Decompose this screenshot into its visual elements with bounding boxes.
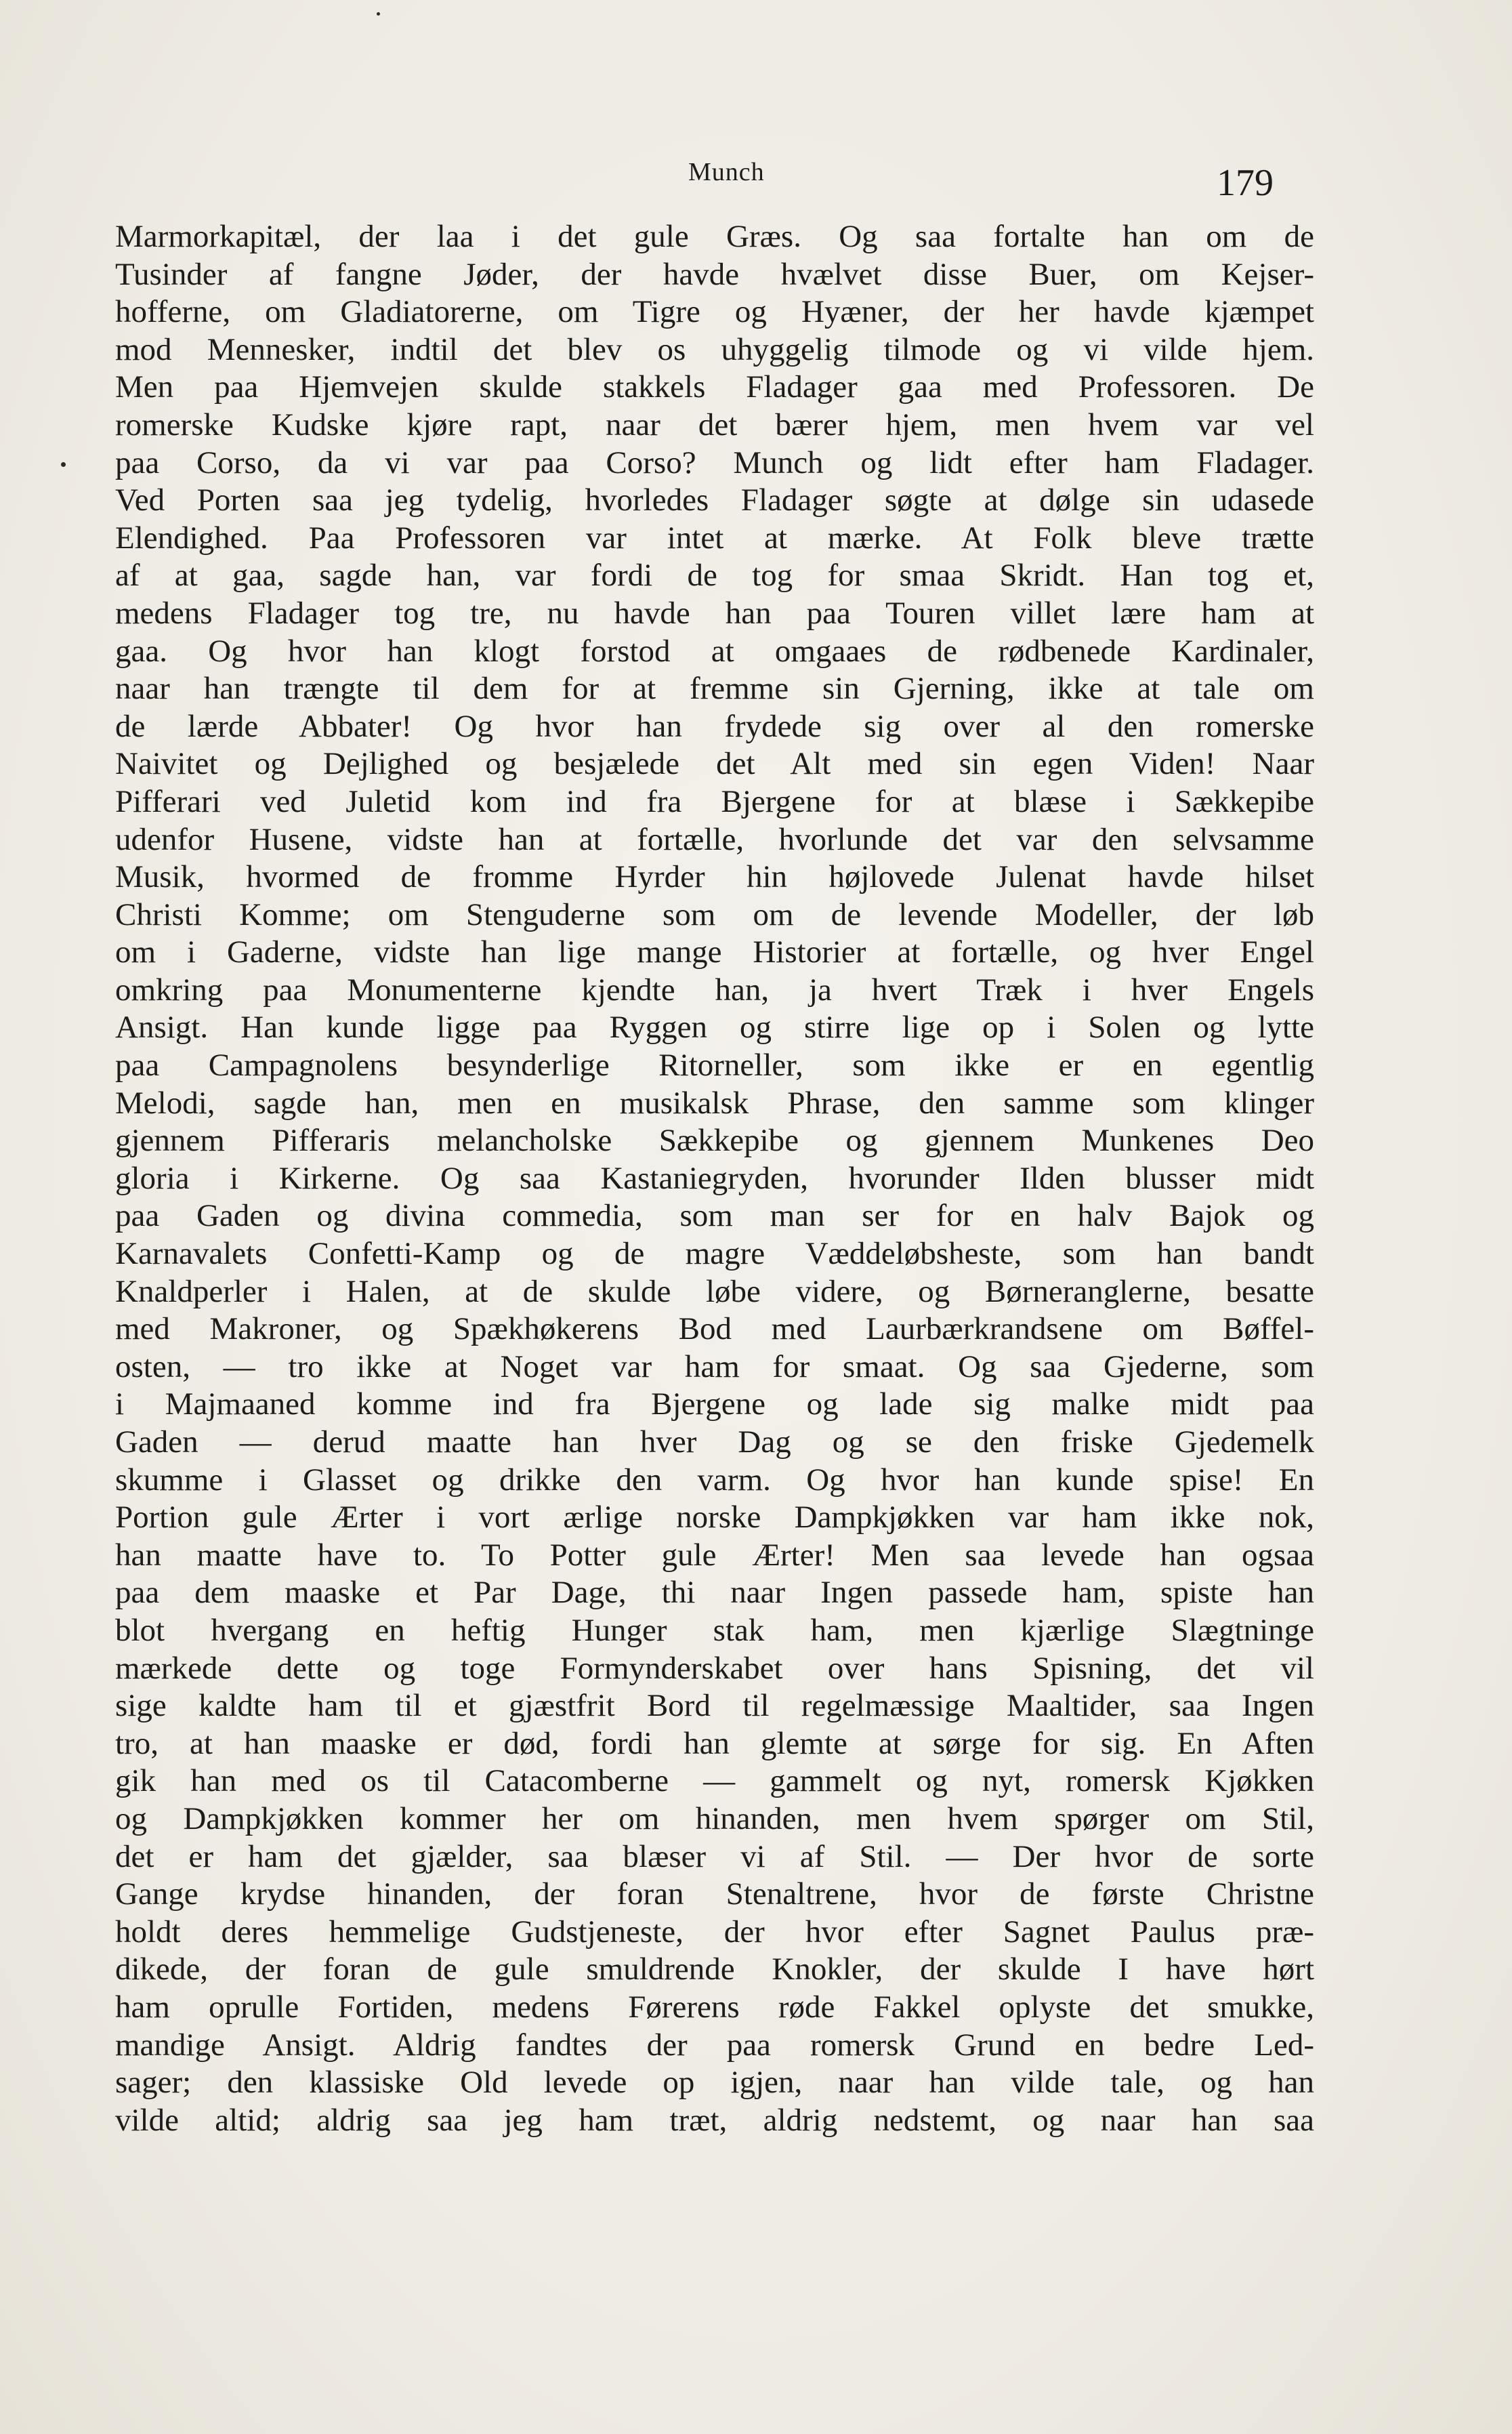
text-line: han maatte have to. To Potter gule Ærter! Men saa levede han ogsaa [115,1537,1314,1573]
page-number: 179 [1217,162,1274,204]
text-line: Tusinder af fangne Jøder, der havde hvælvet disse Buer, om Kejser- [115,256,1314,292]
text-line: om i Gaderne, vidste han lige mange Historier at fortælle, og hver Engel [115,934,1314,970]
running-head: Munch [688,158,765,186]
text-line: gloria i Kirkerne. Og saa Kastaniegryden, hvorunder Ilden blusser midt [115,1160,1314,1196]
text-line: dikede, der foran de gule smuldrende Knokler, der skulde I have hørt [115,1952,1314,1987]
body-text [115,218,1314,2139]
text-line: paa dem maaske et Par Dage, thi naar Ingen passede ham, spiste han [115,1575,1314,1611]
text-line: ham oprulle Fortiden, medens Førerens røde Fakkel oplyste det smukke, [115,1989,1314,2025]
text-line: i Majmaaned komme ind fra Bjergene og lade sig malke midt paa [115,1386,1314,1422]
text-line: medens Fladager tog tre, nu havde han paa Touren villet lære ham at [115,595,1314,631]
text-line: omkring paa Monumenterne kjendte han, ja hvert Træk i hver Engels [115,972,1314,1008]
text-line: mod Mennesker, indtil det blev os uhyggelig tilmode og vi vilde hjem. [115,331,1314,367]
text-line: romerske Kudske kjøre rapt, naar det bærer hjem, men hvem var vel [115,407,1314,442]
text-line: skumme i Glasset og drikke den varm. Og hvor han kunde spise! En [115,1462,1314,1498]
text-line: paa Gaden og divina commedia, som man ser for en halv Bajok og [115,1198,1314,1234]
text-line: Karnavalets Confetti-Kamp og de magre Væddeløbsheste, som han bandt [115,1236,1314,1272]
text-line: Men paa Hjemvejen skulde stakkels Fladager gaa med Professoren. De [115,369,1314,405]
text-line: Gange krydse hinanden, der foran Stenaltrene, hvor de første Christne [115,1876,1314,1912]
text-line: osten, — tro ikke at Noget var ham for smaat. Og saa Gjederne, som [115,1348,1314,1384]
text-line: Gaden — derud maatte han hver Dag og se den friske Gjedemelk [115,1424,1314,1460]
text-line: Christi Komme; om Stenguderne som om de levende Modeller, der løb [115,896,1314,932]
text-line: hofferne, om Gladiatorerne, om Tigre og Hyæner, der her havde kjæmpet [115,294,1314,330]
text-line: med Makroner, og Spækhøkerens Bod med Laurbærkrandsene om Bøffel- [115,1311,1314,1347]
text-line: Ansigt. Han kunde ligge paa Ryggen og stirre lige op i Solen og lytte [115,1010,1314,1046]
text-line: gik han med os til Catacomberne — gammelt og nyt, romersk Kjøkken [115,1763,1314,1799]
text-line: de lærde Abbater! Og hvor han frydede sig over al den romerske [115,708,1314,744]
text-line: mærkede dette og toge Formynderskabet over hans Spisning, det vil [115,1650,1314,1686]
text-line: af at gaa, sagde han, var fordi de tog for smaa Skridt. Han tog et, [115,558,1314,594]
text-line: Elendighed. Paa Professoren var intet at mærke. At Folk bleve trætte [115,520,1314,556]
text-line: gjennem Pifferaris melancholske Sækkepibe og gjennem Munkenes Deo [115,1123,1314,1159]
text-line: sige kaldte ham til et gjæstfrit Bord til regelmæssige Maaltider, saa Ingen [115,1688,1314,1724]
text-line: vilde altid; aldrig saa jeg ham træt, aldrig nedstemt, og naar han saa [115,2102,1314,2138]
text-line: Pifferari ved Juletid kom ind fra Bjergene for at blæse i Sækkepibe [115,783,1314,819]
ink-speck [61,462,66,467]
text-line: det er ham det gjælder, saa blæser vi af Stil. — Der hvor de sorte [115,1838,1314,1874]
text-line: sager; den klassiske Old levede op igjen, naar han vilde tale, og han [115,2065,1314,2101]
text-line: Knaldperler i Halen, at de skulde løbe videre, og Børneranglerne, besatte [115,1273,1314,1309]
text-line: Melodi, sagde han, men en musikalsk Phrase, den samme som klinger [115,1085,1314,1121]
text-line: Ved Porten saa jeg tydelig, hvorledes Fladager søgte at dølge sin udasede [115,482,1314,518]
text-line: holdt deres hemmelige Gudstjeneste, der hvor efter Sagnet Paulus præ- [115,1914,1314,1950]
text-line: Naivitet og Dejlighed og besjælede det Alt med sin egen Viden! Naar [115,746,1314,782]
text-line: blot hvergang en heftig Hunger stak ham, men kjærlige Slægtninge [115,1612,1314,1648]
text-line: paa Corso, da vi var paa Corso? Munch og lidt efter ham Fladager. [115,445,1314,480]
text-line: gaa. Og hvor han klogt forstod at omgaaes de rødbenede Kardinaler, [115,633,1314,669]
text-line: mandige Ansigt. Aldrig fandtes der paa romersk Grund en bedre Led- [115,2027,1314,2063]
text-line: paa Campagnolens besynderlige Ritorneller, som ikke er en egentlig [115,1048,1314,1084]
ink-speck [377,12,380,16]
text-line: udenfor Husene, vidste han at fortælle, hvorlunde det var den selvsamme [115,821,1314,857]
text-line: naar han trængte til dem for at fremme sin Gjerning, ikke at tale om [115,671,1314,707]
text-line: og Dampkjøkken kommer her om hinanden, men hvem spørger om Stil, [115,1800,1314,1836]
text-line: Musik, hvormed de fromme Hyrder hin højlovede Julenat havde hilset [115,859,1314,895]
text-line: Portion gule Ærter i vort ærlige norske Dampkjøkken var ham ikke nok, [115,1500,1314,1535]
text-line: tro, at han maaske er død, fordi han glemte at sørge for sig. En Aften [115,1725,1314,1761]
text-line: Marmorkapitæl, der laa i det gule Græs. Og saa fortalte han om de [115,219,1314,254]
